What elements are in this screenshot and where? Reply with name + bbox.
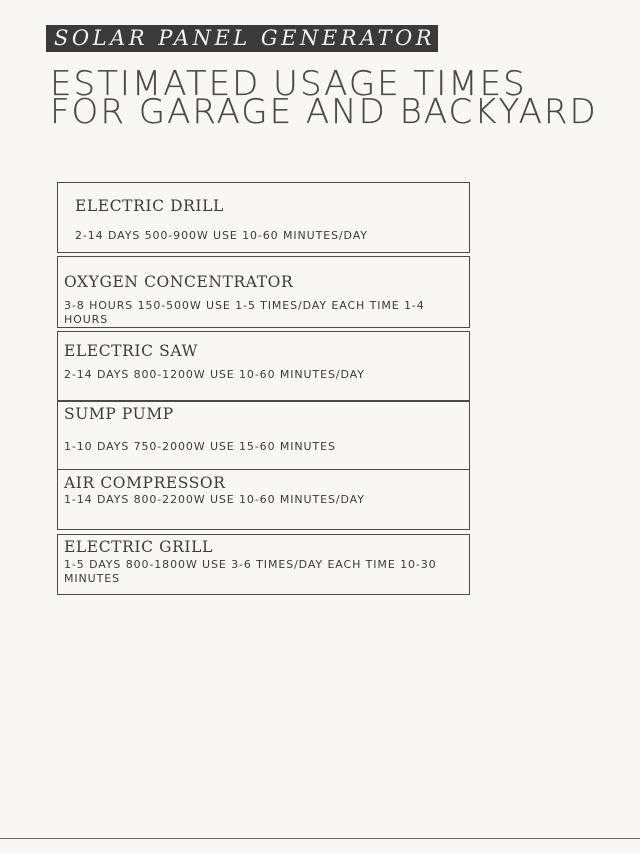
- appliance-spec: 2-14 DAYS 500-900W USE 10-60 MINUTES/DAY: [75, 229, 368, 242]
- usage-card-sump-pump: [57, 401, 470, 470]
- usage-card-electric-grill: [57, 534, 470, 595]
- appliance-name: ELECTRIC SAW: [64, 342, 199, 360]
- appliance-name: ELECTRIC DRILL: [75, 197, 224, 215]
- appliance-name: ELECTRIC GRILL: [64, 538, 213, 556]
- appliance-spec: 3-8 HOURS 150-500W USE 1-5 TIMES/DAY EACH TIME 1-4 HOURS: [64, 299, 425, 326]
- usage-card-air-compressor: [57, 469, 470, 530]
- appliance-spec: 1-5 DAYS 800-1800W USE 3-6 TIMES/DAY EACH TIME 10-30 MINUTES: [64, 558, 437, 585]
- appliance-name: AIR COMPRESSOR: [64, 474, 226, 492]
- section-tag: SOLAR PANEL GENERATOR: [46, 25, 438, 52]
- page-title: ESTIMATED USAGE TIMES FOR GARAGE AND BACKYARD: [50, 64, 598, 132]
- appliance-spec: 1-14 DAYS 800-2200W USE 10-60 MINUTES/DAY: [64, 493, 365, 506]
- bottom-divider: [0, 838, 640, 839]
- appliance-name: OXYGEN CONCENTRATOR: [64, 273, 294, 291]
- usage-card-electric-drill: [57, 182, 470, 253]
- appliance-spec: 1-10 DAYS 750-2000W USE 15-60 MINUTES: [64, 440, 336, 453]
- appliance-name: SUMP PUMP: [64, 405, 174, 423]
- usage-card-electric-saw: [57, 331, 470, 401]
- usage-card-oxygen-concentrator: [57, 256, 470, 328]
- appliance-spec: 2-14 DAYS 800-1200W USE 10-60 MINUTES/DAY: [64, 368, 365, 381]
